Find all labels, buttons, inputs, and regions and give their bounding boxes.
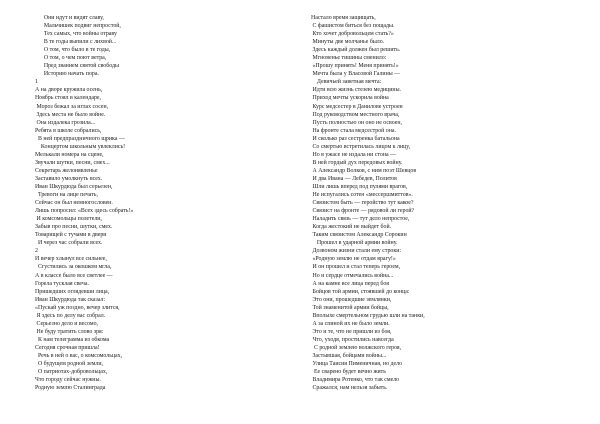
poem-line: Сражался, нам нельзя забыть. <box>311 385 388 392</box>
poem-line: Мгновенье тишины сменило: <box>311 55 387 62</box>
poem-line: С родной землею волжского героя, <box>311 344 402 351</box>
poem-line: Приход мечты ускорила война <box>311 95 389 102</box>
poem-line: Ее сварено будет вечно жить <box>311 369 386 376</box>
poem-line: Той знаменитой армии бойцы, <box>311 304 389 311</box>
poem-line: Улица Таисия Пименичная, но дело <box>311 361 402 368</box>
poem-line: Пред званием святой свободы <box>35 63 119 70</box>
poem-line: Дозвоном жизни стали ему строки: <box>311 248 402 255</box>
poem-line: Девичьей заветная мечта: <box>311 79 382 86</box>
poem-line: Мечта была у Власовой Галины — <box>311 71 401 78</box>
poem-line: Ребята в школе собрались, <box>35 127 102 134</box>
poem-line: Ноябрь стоял в календаре, <box>35 95 102 102</box>
poem-line: Мороз бежал за иглах сосен, <box>35 103 109 110</box>
poem-line: 2 <box>35 248 38 255</box>
poem-line: Иван Шкурдюда был серьезен, <box>35 183 113 190</box>
poem-line: Со смертью встретилась лицом к лицу, <box>311 143 411 150</box>
poem-line: А на камне все лица перед боя <box>311 280 389 287</box>
poem-line: О том, что было в те годы, <box>35 47 111 54</box>
poem-line: Владимира Ротенко, что так смело <box>311 377 400 384</box>
poem-line: Тех самых, что войны отраву <box>35 31 117 38</box>
poem-line: Сгустились за окошком мгла, <box>35 264 112 271</box>
poem-line: «Пускай уж поздно, вечер злится, <box>35 304 120 311</box>
poem-line: Тревоги на лице печать, <box>35 192 98 199</box>
poem-line: На фронте стала медсестрой она. <box>311 127 396 134</box>
poem-line: Вполыхе смертельном грудью шли на танки, <box>311 312 425 319</box>
poem-line: Не испугались сотен «мессершмиттов». <box>311 192 413 199</box>
poem-line: Серьезно дело и весомо, <box>35 320 98 327</box>
poem-line: О том, о чем поют ветра, <box>35 55 107 62</box>
poem-line: Таким связистом Александр Сорокин <box>311 232 407 239</box>
poem-line: Что, уходя, простились навсегда <box>311 336 394 343</box>
poem-line: 1 <box>35 79 38 86</box>
poem-line: Пусть полностью он оно не освоен, <box>311 119 403 126</box>
poem-line: Шли лишь вперед под пулями врагов, <box>311 183 408 190</box>
poem-line: Секретарь желонявленье <box>35 167 98 174</box>
poem-line: И через час собрали всех. <box>35 240 103 247</box>
poem-line: Лишь попросил: «Всех здесь собрать!» <box>35 208 134 215</box>
poem-line: Здесь места не было войне. <box>35 111 106 118</box>
poem-line: Забыв про песни, шутки, смех. <box>35 224 113 231</box>
poem-line: Здесь каждый должен был решить. <box>311 47 401 54</box>
poem-line: Мальчишек подвиг непростой, <box>35 23 121 30</box>
poem-line: Горела тусклая свеча. <box>35 280 89 287</box>
poem-line: А Александр Волков, с ним поэт Шевцов <box>311 167 417 174</box>
poem-line: Звучали шутки, песни, смех... <box>35 159 110 166</box>
poem-line: Но и сердце отмечались война... <box>311 272 394 279</box>
poem-line: И сколько раз сестренка батальона <box>311 135 400 142</box>
poem-line: Родную землю Сталинграда <box>35 385 106 392</box>
poem-line: Историю начать пора. <box>35 71 99 78</box>
poem-line: Прошел в ударной армии войну. <box>311 240 398 247</box>
poem-line: Что городу сейчас нужны. <box>35 377 101 384</box>
poem-right-column <box>311 14 571 392</box>
poem-line: И комсомольцы полетели, <box>35 216 102 223</box>
poem-line: Это они, прошедшие землянки, <box>311 296 392 303</box>
poem-line: Речь в ней о вас, о комсомольцах, <box>35 352 123 359</box>
poem-line: Иван Шкурдюда так сказал: <box>35 296 106 303</box>
poem-line: Под руководством местного врача, <box>311 111 400 118</box>
poem-line: Идти всю жизнь стезею медицины. <box>311 87 402 94</box>
poem-line: Кто хочет добровольцем стать?» <box>311 31 394 38</box>
poem-line: Когда жестокий не выйдет бой. <box>311 224 392 231</box>
poem-line: Это и те, что не пришли из боя, <box>311 328 392 335</box>
poem-line: Сейчас он был немногословен. <box>35 200 113 207</box>
poem-line: А за спиной их не было земли. <box>311 320 390 327</box>
poem-line: Мелькали номера на сцене, <box>35 151 104 158</box>
poem-line: «Прошу принять! Меня принять!» <box>311 63 399 70</box>
poem-line: Сегодня срочная пришла! <box>35 344 100 351</box>
poem-line: В те годы выпили с лихвой... <box>35 39 117 46</box>
poem-line: Пришедших оглядевши лица, <box>35 288 110 295</box>
poem-line: Товарищей с тучами в двери <box>35 232 107 239</box>
poem-line: А в классе было все светлее — <box>35 272 113 279</box>
poem-line: И два Ивана — Лебедев, Политов <box>311 175 397 182</box>
poem-line: В ней гордый дух передовых войну. <box>311 159 403 166</box>
poem-line: Бойцов той армии, стоявшей до конца: <box>311 288 410 295</box>
poem-line: Связистом быть — геройство тут какое? <box>311 200 414 207</box>
poem-line: О будущем родной земли, <box>35 361 103 368</box>
poem-line: Они идут и видят славу, <box>35 15 104 21</box>
poem-line: Застывшая, бойцами войны... <box>311 352 387 359</box>
poem-line: И он прошел и стал теперь героем, <box>311 264 401 271</box>
poem-line: Не буду тратить слово зря: <box>35 328 104 335</box>
poem-line: «Родную землю не отдам врагу!» <box>311 256 396 263</box>
poem-line: Заставило умолкнуть всех. <box>35 175 103 182</box>
poem-line: А на дворе кружила осень, <box>35 87 103 94</box>
poem-line: С фашистом биться без пощады. <box>311 23 395 30</box>
poem-line: Я здесь по делу вас собрал. <box>35 312 106 319</box>
poem-line: Наладить связь — тут дело непростое, <box>311 216 410 223</box>
poem-line: К нам телеграмма из обкома <box>35 336 110 343</box>
poem-line: Концертом школьным увлеклись! <box>35 143 126 150</box>
poem-line: Она издалека грозила... <box>35 119 96 126</box>
poem-left-column <box>35 14 275 392</box>
poem-line: Курс медсестер в Данилове устроен <box>311 103 403 110</box>
poem-line: И вечер хлынул все сильнее, <box>35 256 107 263</box>
poem-line: Но в ужасе не издала ни стона — <box>311 151 396 158</box>
poem-line: Связист на фронте — рядовой ли герой? <box>311 208 415 215</box>
poem-line: О патриотах-добровольцах, <box>35 369 108 376</box>
poem-line: Настало время защищать, <box>311 15 376 21</box>
poem-line: Минуты две молчанье было. <box>311 39 385 46</box>
poem-line: В ней предпраздничного щрикa — <box>35 135 125 142</box>
